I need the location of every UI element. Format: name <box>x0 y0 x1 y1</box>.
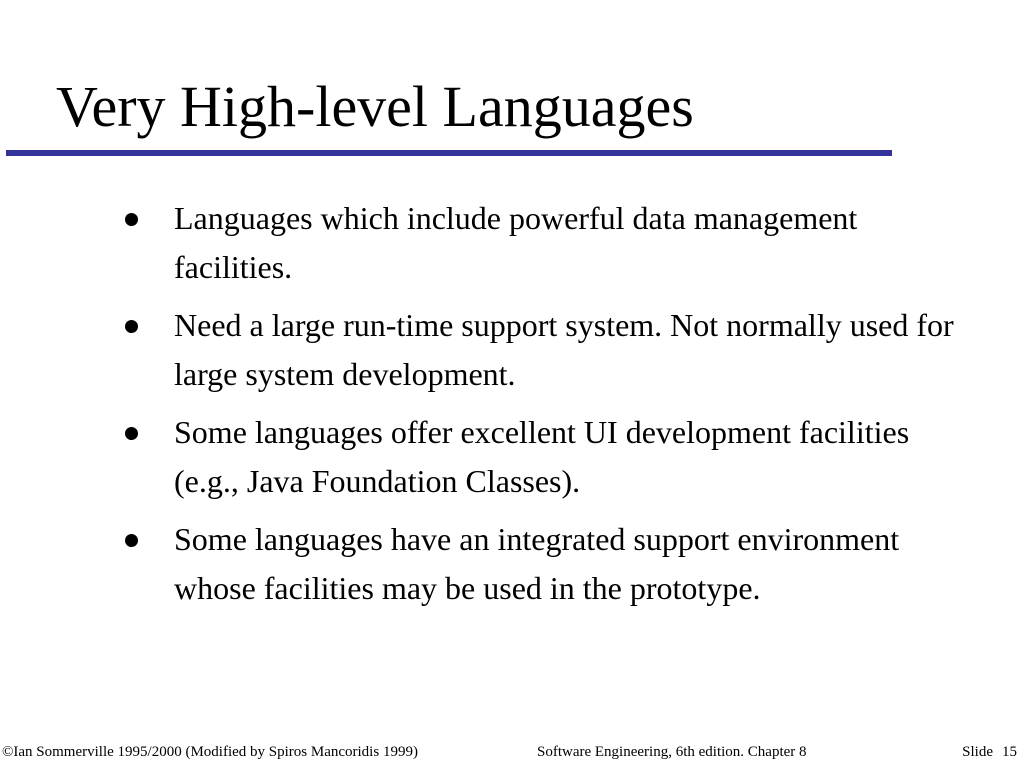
bullet-text: Some languages have an integrated support environment whose facilities may be used in the prototype. <box>174 521 900 606</box>
bullet-text: Some languages offer excellent UI development facilities (e.g., Java Foundation Classes). <box>174 414 910 499</box>
bullet-item <box>115 408 975 506</box>
bullet-text: Need a large run-time support system. Not normally used for large system development. <box>174 307 954 392</box>
bullet-list <box>115 194 975 622</box>
bullet-item <box>115 301 975 399</box>
slide-footer <box>0 742 1024 762</box>
bullet-item <box>115 515 975 613</box>
bullet-item <box>115 194 975 292</box>
bullet-dot-icon <box>125 320 138 333</box>
slide-title: Very High-level Languages <box>56 74 694 139</box>
footer-book-title: Software Engineering, 6th edition. Chapter 8 <box>537 744 807 760</box>
title-underline <box>6 150 892 156</box>
footer-slide-indicator <box>962 742 1017 762</box>
slide-number: 15 <box>1002 744 1017 760</box>
footer-copyright: ©Ian Sommerville 1995/2000 (Modified by Spiros Mancoridis 1999) <box>2 744 418 760</box>
bullet-text: Languages which include powerful data management facilities. <box>174 200 858 285</box>
bullet-dot-icon <box>125 213 138 226</box>
bullet-dot-icon <box>125 427 138 440</box>
bullet-dot-icon <box>125 534 138 547</box>
slide-label: Slide <box>962 744 993 760</box>
